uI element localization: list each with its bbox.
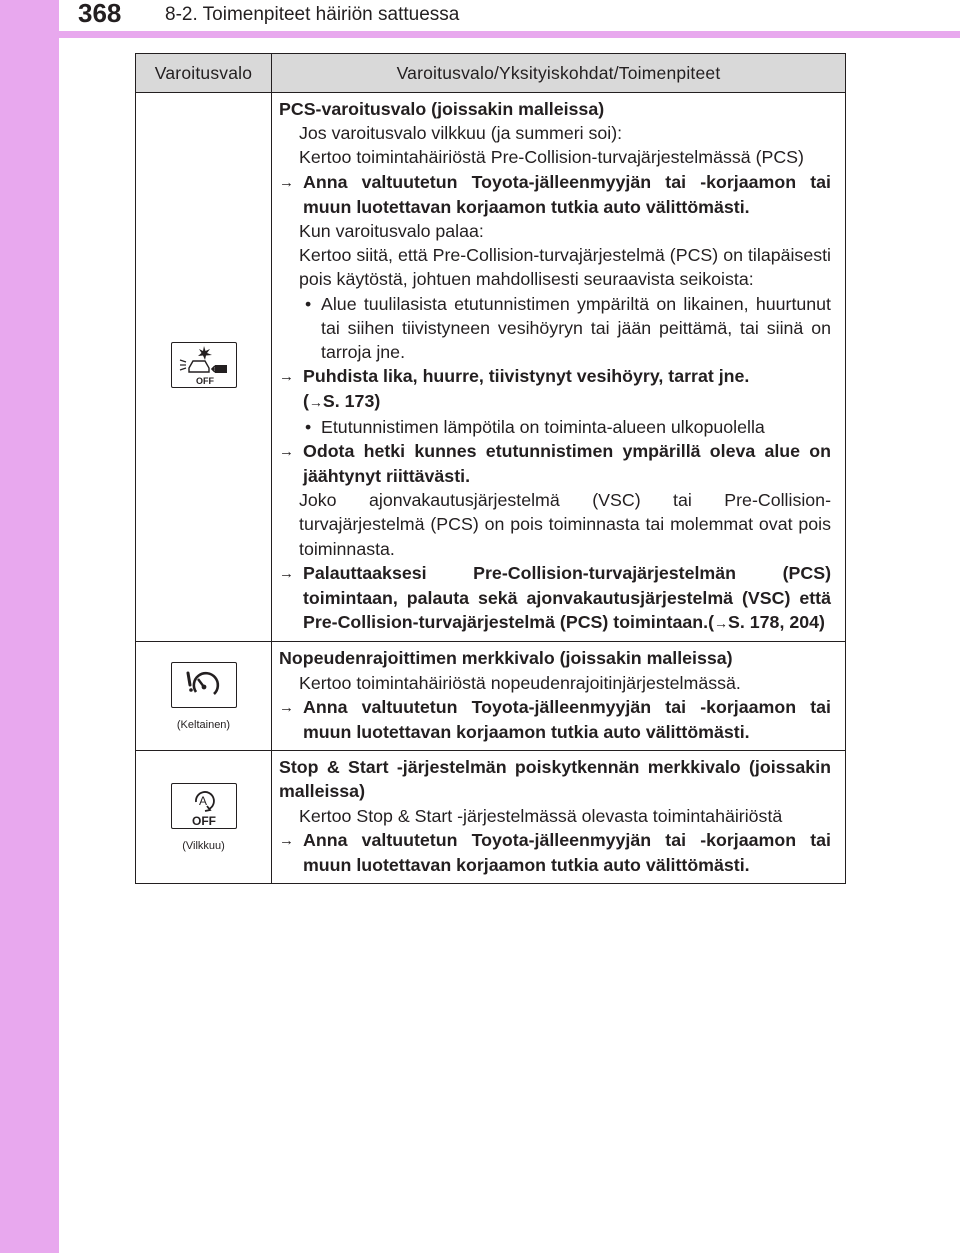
arrow-right-icon: →	[308, 394, 323, 411]
bullet-item: • Etutunnistimen lämpötila on toiminta-alueen ulkopuolella	[279, 415, 831, 439]
pcs-off-warning-icon	[171, 342, 237, 388]
row-heading: Stop & Start -järjestelmän poiskytkennän merkkivalo (joissakin malleissa)	[279, 757, 831, 802]
icon-cell	[136, 642, 272, 751]
arrow-right-icon: →	[279, 173, 294, 191]
arrow-right-icon: →	[279, 831, 294, 849]
action-text: Puhdista lika, huurre, tiivistynyt vesihöyry, tarrat jne.	[303, 366, 750, 387]
details-cell	[272, 93, 846, 642]
section-title: 8-2. Toimenpiteet häiriön sattuessa	[165, 4, 460, 25]
icon-caption: (Keltainen)	[176, 718, 231, 731]
side-accent-strip	[0, 0, 59, 1253]
column-header-details: Varoitusvalo/Yksityiskohdat/Toimenpiteet	[272, 54, 846, 93]
paragraph: Kertoo toimintahäiriöstä nopeudenrajoitinjärjestelmässä.	[299, 672, 741, 693]
action-text: Anna valtuutetun Toyota-jälleenmyyjän tai -korjaamon tai muun luotettavan korjaamon tutkia auto välittömästi.	[303, 171, 831, 217]
arrow-right-icon: →	[279, 564, 294, 582]
pcs-off-label: OFF	[195, 375, 214, 386]
action-text: Odota hetki kunnes etutunnistimen ympärillä oleva alue on jäähtynyt riittävästi.	[303, 440, 831, 487]
stop-start-off-icon	[171, 783, 237, 829]
action-item	[279, 170, 831, 219]
paragraph: Kun varoitusvalo palaa:	[299, 221, 484, 242]
details-cell	[272, 642, 846, 751]
stop-start-off-label: OFF	[191, 813, 216, 828]
action-text: Anna valtuutetun Toyota-jälleenmyyjän tai -korjaamon tai muun luotettavan korjaamon tutkia auto välittömästi.	[303, 696, 831, 743]
arrow-right-icon: →	[279, 442, 294, 460]
icon-cell	[136, 751, 272, 884]
row-heading: Nopeudenrajoittimen merkkivalo (joissakin malleissa)	[279, 648, 733, 669]
paragraph: Joko ajonvakautusjärjestelmä (VSC) tai Pre-Collision-turvajärjestelmä (PCS) on pois toiminnasta tai molemmat ovat pois toiminnasta.	[299, 490, 831, 559]
arrow-right-icon: →	[279, 368, 294, 386]
icon-cell	[136, 93, 272, 642]
column-header-warning-light: Varoitusvalo	[136, 54, 272, 93]
speed-limiter-icon	[171, 662, 237, 708]
header-rule	[0, 31, 960, 38]
page-reference: S. 173)	[322, 391, 381, 412]
table-row	[136, 751, 846, 884]
action-item	[279, 695, 831, 744]
action-text: Palauttaaksesi Pre-Collision-turvajärjestelmän (PCS) toimintaan, palauta sekä ajonvakautusjärjestelmä (VSC) että Pre-Collision-turvajärjestelmä (PCS) toimintaan.(	[303, 562, 831, 633]
warning-light-table	[135, 53, 846, 884]
details-cell	[272, 751, 846, 884]
icon-caption: (Vilkkuu)	[182, 839, 225, 852]
page-ref-open: (	[303, 391, 309, 412]
action-text: Anna valtuutetun Toyota-jälleenmyyjän tai -korjaamon tai muun luotettavan korjaamon tutkia auto välittömästi.	[303, 829, 831, 876]
table-header-row	[136, 54, 846, 93]
action-item	[279, 364, 831, 414]
table-row	[136, 93, 846, 642]
action-item	[279, 828, 831, 877]
page-reference: S. 178, 204)	[728, 612, 825, 633]
action-item	[279, 439, 831, 488]
row-heading: PCS-varoitusvalo (joissakin malleissa)	[279, 99, 605, 119]
paragraph: Jos varoitusvalo vilkkuu (ja summeri soi):	[299, 123, 623, 144]
paragraph: Kertoo siitä, että Pre-Collision-turvajärjestelmä (PCS) on tilapäisesti pois käytöstä, johtuen mahdollisesti seuraavista seikoista:	[299, 245, 831, 290]
paragraph: Kertoo Stop & Start -järjestelmässä olevasta toimintahäiriöstä	[299, 805, 783, 826]
arrow-right-icon: →	[714, 615, 729, 632]
arrow-right-icon: →	[279, 698, 294, 716]
action-item	[279, 561, 831, 636]
stop-start-letter: A	[198, 793, 207, 808]
table-row	[136, 642, 846, 751]
paragraph: Kertoo toimintahäiriöstä Pre-Collision-turvajärjestelmässä (PCS)	[299, 147, 804, 168]
page-number: 368	[78, 0, 122, 28]
bullet-item: • Alue tuulilasista etutunnistimen ympäriltä on likainen, huurtunut tai siihen tiivistyneen vesihöyryn tai jään peittämä, tai siinä on tarroja jne.	[279, 292, 831, 365]
